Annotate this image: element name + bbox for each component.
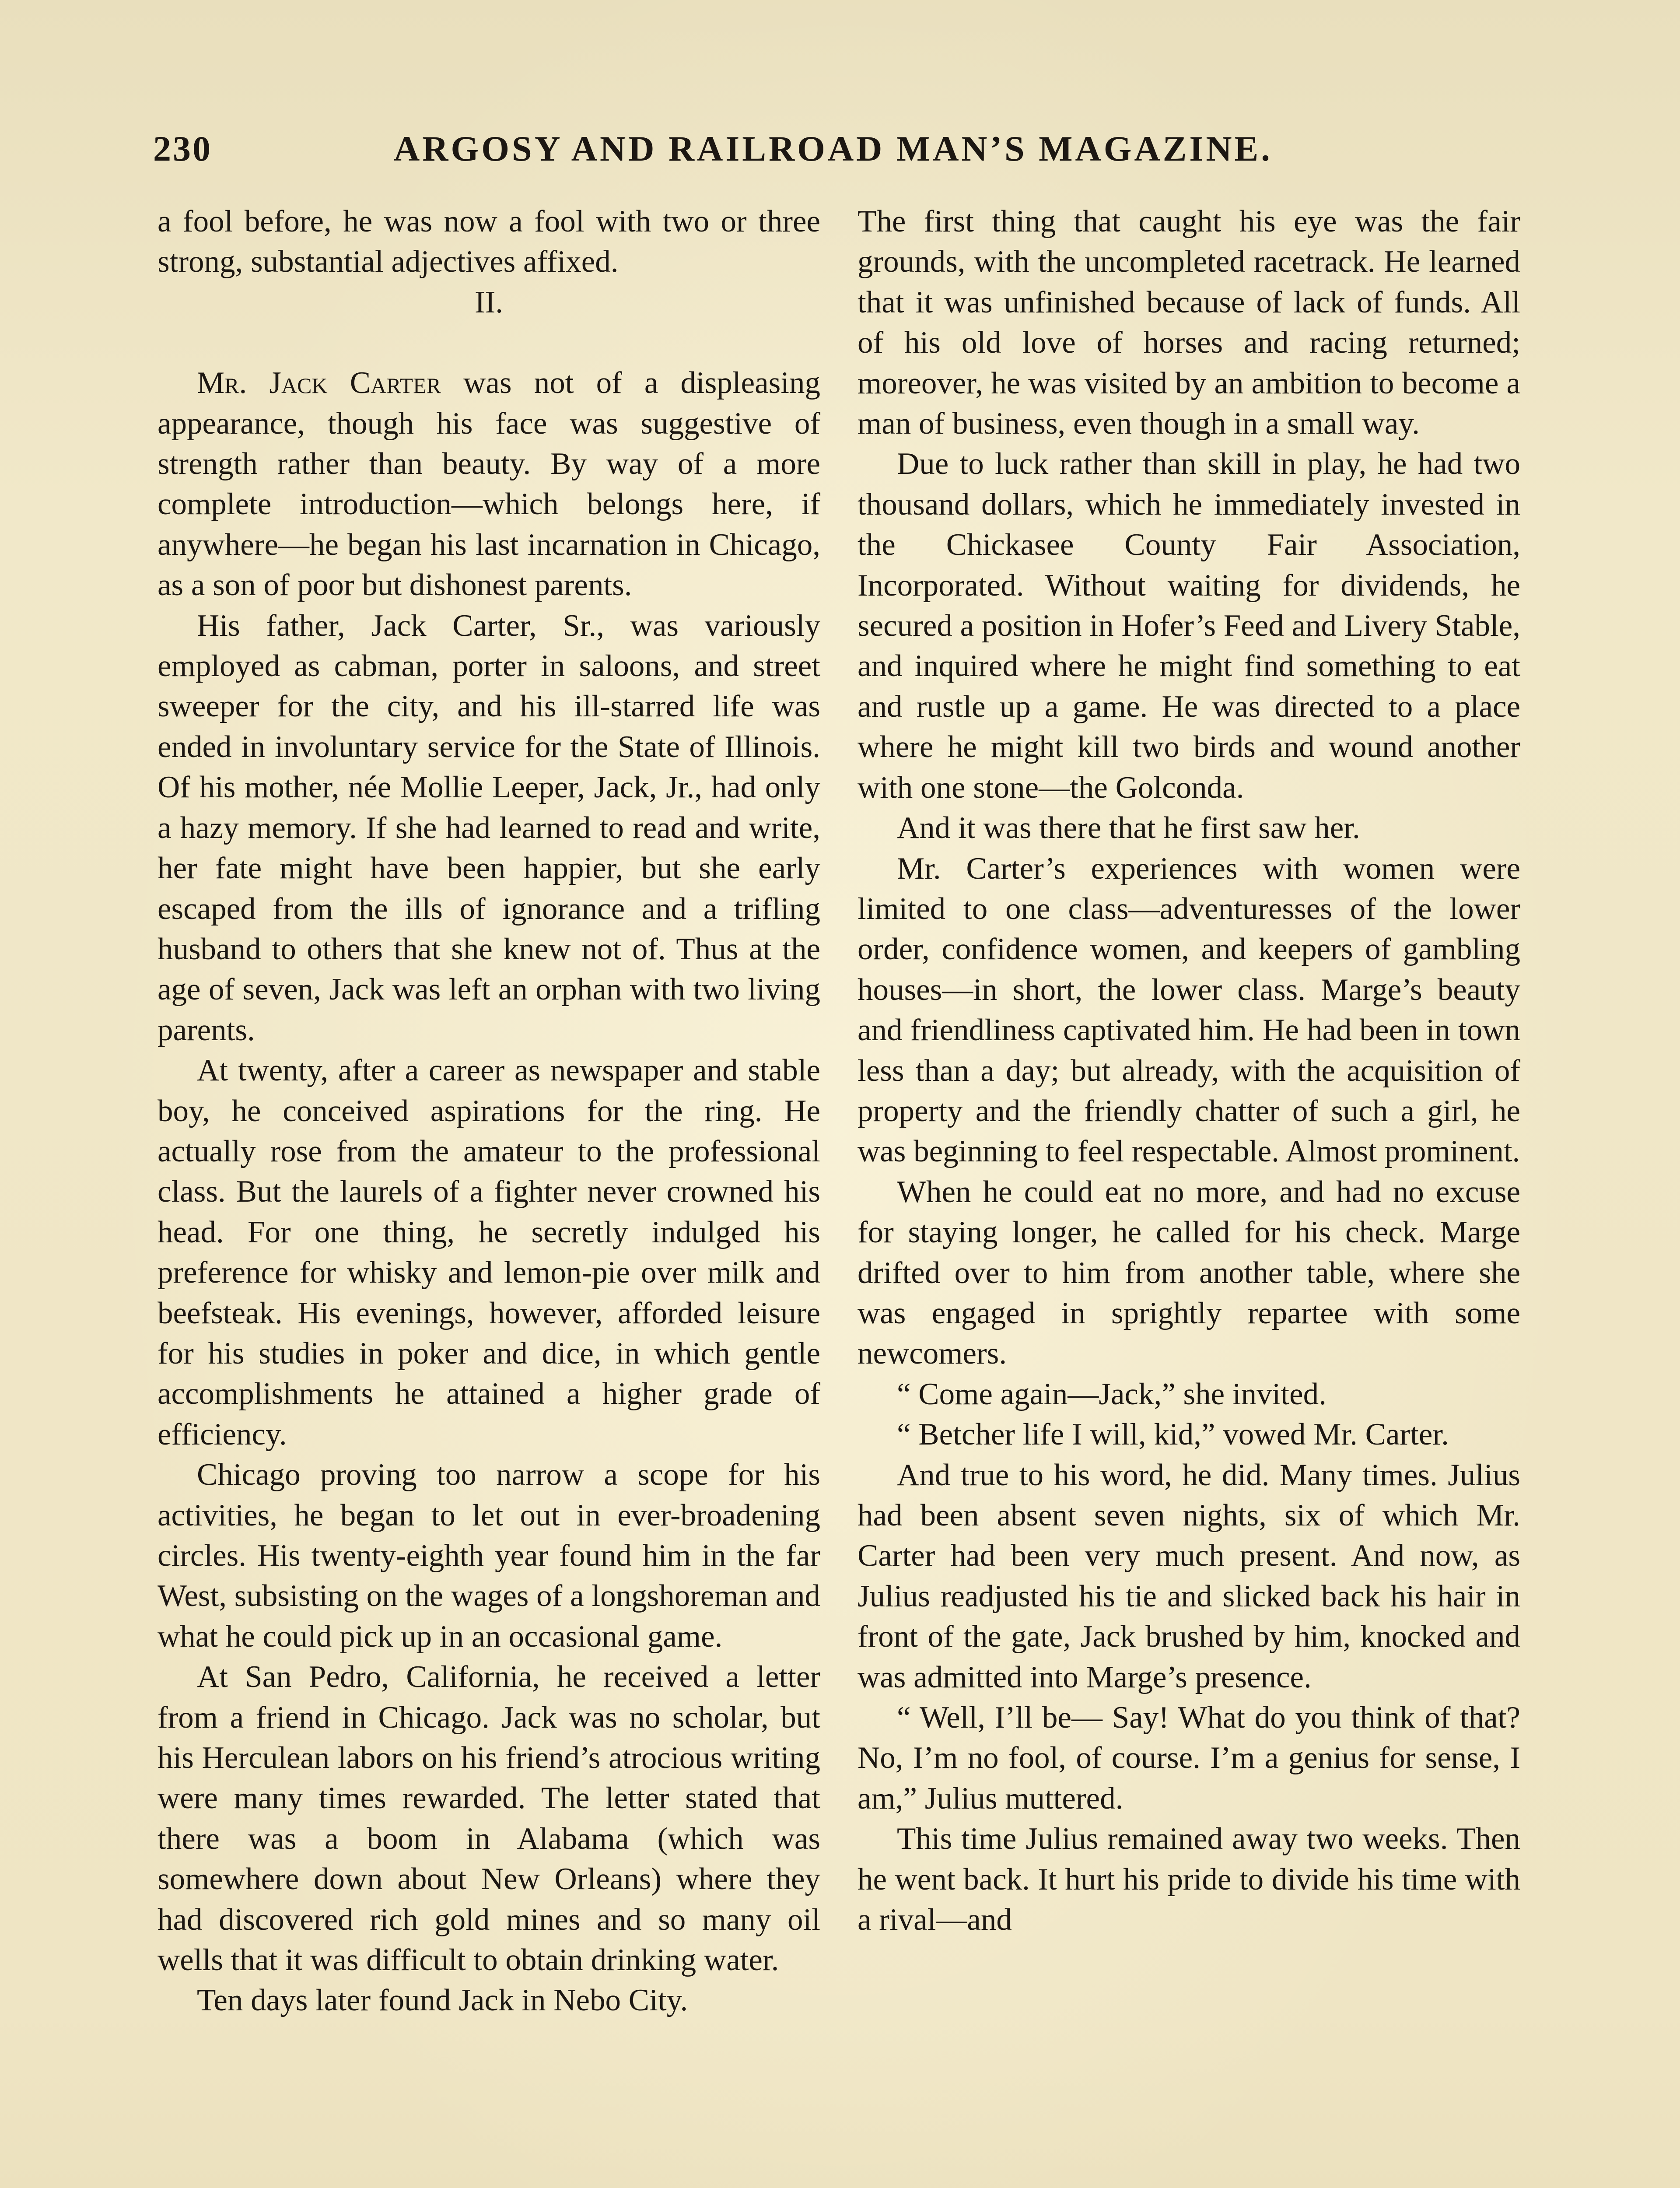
right-column: [858, 201, 1520, 1940]
paragraph-true-word: And true to his word, he did. Many times. Julius had been absent seven nights, six of which Mr. Carter had been very much present. And now, as Julius readjusted his tie and slicked back his hair in front of the gate, Jack brushed by him, knocked and was admitted into Marge’s presence.: [858, 1458, 1520, 1694]
paragraph-saw-her: And it was there that he first saw her.: [897, 811, 1360, 845]
page-header: [153, 123, 1522, 175]
paragraph-betcher: “ Betcher life I will, kid,” vowed Mr. Carter.: [897, 1417, 1449, 1452]
paragraph-ten-days: Ten days later found Jack in Nebo City.: [197, 1983, 688, 2018]
paragraph-father: His father, Jack Carter, Sr., was variously employed as cabman, porter in saloons, and street sweeper for the city, and his ill-starred life was ended in involuntary service for the State of Illinois. Of his mother, née Mollie Leeper, Jack, Jr., had only a hazy memory. If she had learned to read and write, her fate might have been happier, but she early escaped from the ills of ignorance and a trifling husband to others that she knew not of. Thus at the age of seven, Jack was left an orphan with two living parents.: [158, 608, 820, 1047]
paragraph-first-thing: The first thing that caught his eye was the fair grounds, with the uncompleted racetrack. He learned that it was unfinished because of lack of funds. All of his old love of horses and racing returned; moreover, he was visited by an ambition to become a man of business, even though in a small way.: [858, 204, 1520, 441]
paragraph-san-pedro: At San Pedro, California, he received a letter from a friend in Chicago. Jack was no scholar, but his Herculean labors on his friend’s atrocious writing were many times rewarded. The letter stated that there was a boom in Alabama (which was somewhere down about New Orleans) where they had discovered rich gold mines and so many oil wells that it was difficult to obtain drinking water.: [158, 1660, 820, 1978]
paragraph-well: “ Well, I’ll be— Say! What do you think of that? No, I’m no fool, of course. I’m a genius for sense, I am,” Julius muttered.: [858, 1701, 1520, 1816]
running-title: ARGOSY AND RAILROAD MAN’S MAGAZINE.: [394, 129, 1273, 168]
section-heading: II.: [474, 285, 504, 319]
left-column: [158, 201, 820, 2021]
intro-name: Mr. Jack Carter: [197, 366, 441, 400]
paragraph-opening: a fool before, he was now a fool with two or three strong, substantial adjectives affixed.: [158, 204, 820, 279]
intro-rest: was not of a displeasing appearance, though his face was suggestive of strength rather than beauty. By way of a more complete introduction—which belongs here, if anywhere—he began his last incarnation in Chicago, as a son of poor but dishonest parents.: [158, 366, 821, 603]
paragraph-twenty: At twenty, after a career as newspaper and stable boy, he conceived aspirations for the ring. He actually rose from the amateur to the professional class. But the laurels of a fighter never crowned his head. For one thing, he secretly indulged his preference for whisky and lemon-pie over milk and beefsteak. His evenings, however, afforded leisure for his studies in poker and dice, in which gentle accomplishments he attained a higher grade of efficiency.: [158, 1053, 820, 1452]
paragraph-chicago: Chicago proving too narrow a scope for his activities, he began to let out in ever-broadening circles. His twenty-eighth year found him in the far West, subsisting on the wages of a longshoreman and what he could pick up in an occasional game.: [158, 1458, 820, 1654]
page-number: 230: [153, 129, 212, 168]
paragraph-this-time: This time Julius remained away two weeks. Then he went back. It hurt his pride to divide his time with a rival—and: [858, 1822, 1520, 1937]
paragraph-luck: Due to luck rather than skill in play, he had two thousand dollars, which he immediately invested in the Chickasee County Fair Association, Incorporated. Without waiting for dividends, he secured a position in Hofer’s Feed and Livery Stable, and inquired where he might find something to eat and rustle up a game. He was directed to a place where he might kill two birds and wound another with one stone—the Golconda.: [858, 447, 1520, 805]
paragraph-come-again: “ Come again—Jack,” she invited.: [897, 1377, 1326, 1411]
paragraph-intro: [158, 363, 820, 605]
paragraph-experiences: Mr. Carter’s experiences with women were limited to one class—adventuresses of the lower order, confidence women, and keepers of gambling houses—in short, the lower class. Marge’s beauty and friendliness captivated him. He had been in town less than a day; but already, with the acquisition of property and the friendly chatter of such a girl, he was beginning to feel respectable. Almost prominent.: [858, 851, 1520, 1169]
paragraph-eat-no-more: When he could eat no more, and had no excuse for staying longer, he called for his check. Marge drifted over to him from another table, where she was engaged in sprightly repartee with some newcomers.: [858, 1175, 1520, 1371]
